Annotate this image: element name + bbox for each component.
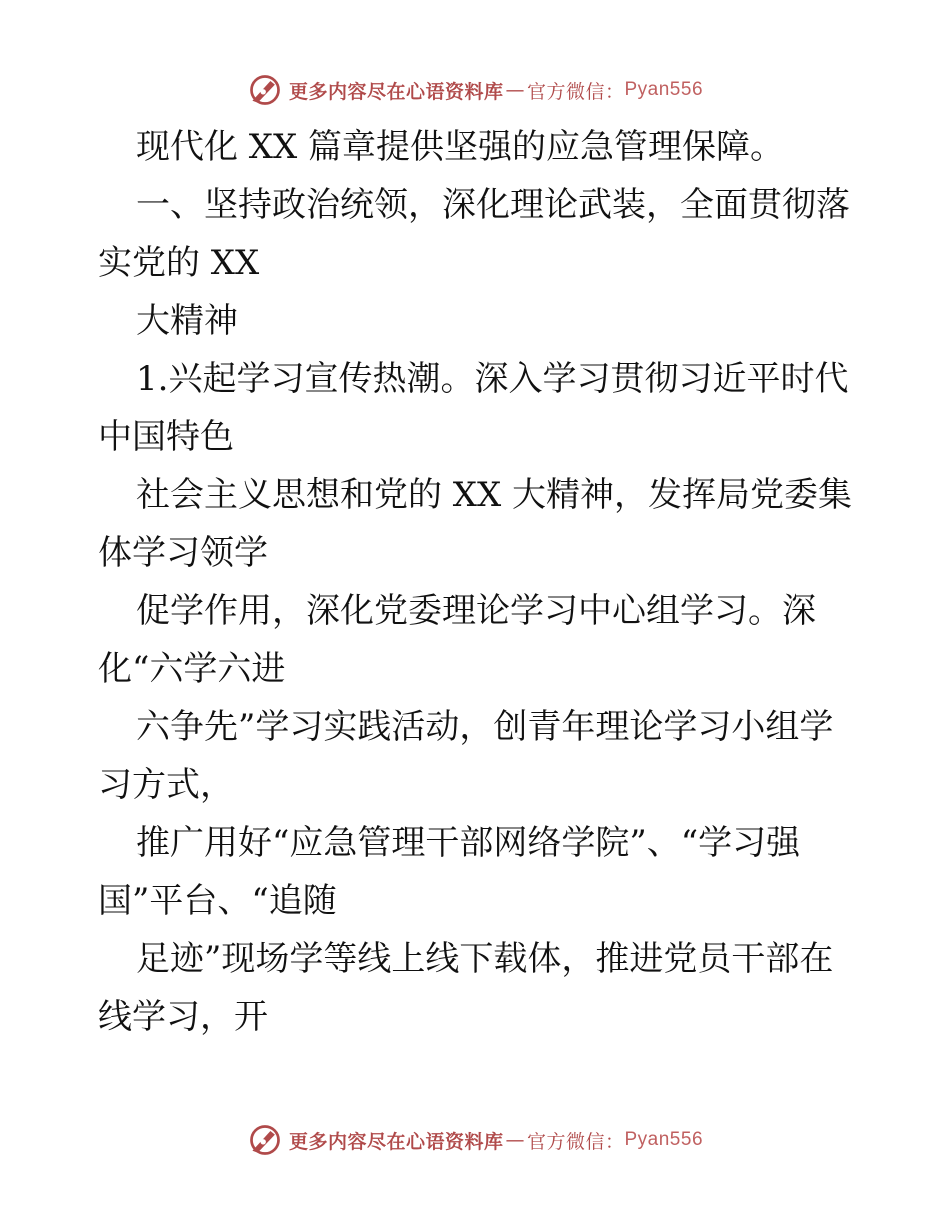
text-line: 体学习领学 — [98, 533, 268, 573]
watermark-dash: — — [505, 79, 525, 101]
text-line: 六争先”学习实践活动，创青年理论学习小组学 — [136, 707, 834, 747]
text-line: 大精神 — [136, 301, 238, 341]
watermark-wechat-label: 官方微信： — [526, 1130, 625, 1153]
pen-logo-icon — [247, 72, 283, 108]
text-line: 足迹”现场学等线上线下载体，推进党员干部在 — [136, 939, 834, 979]
watermark-wechat-id: Pyan556 — [624, 79, 704, 100]
document-body — [98, 118, 858, 1046]
watermark-wechat-id: Pyan556 — [624, 1129, 704, 1150]
watermark-dash: — — [505, 1129, 525, 1151]
header-watermark — [0, 72, 950, 108]
text-line: 实党的 XX — [98, 243, 260, 283]
watermark-text: 更多内容尽在心语资料库 — [288, 1130, 504, 1153]
pen-logo-icon — [247, 1122, 283, 1158]
watermark-wechat-label: 官方微信： — [526, 80, 625, 103]
text-line: 中国特色 — [98, 417, 234, 457]
watermark-text: 更多内容尽在心语资料库 — [288, 80, 504, 103]
text-line: 现代化 XX 篇章提供坚强的应急管理保障。 — [136, 127, 785, 167]
text-line: 推广用好“应急管理干部网络学院”、“学习强 — [136, 823, 801, 863]
text-line: 线学习，开 — [98, 997, 268, 1037]
text-line: 化“六学六进 — [98, 649, 286, 689]
text-line: 促学作用，深化党委理论学习中心组学习。深 — [136, 591, 816, 631]
text-line: 国”平台、“追随 — [98, 881, 337, 921]
footer-watermark — [0, 1122, 950, 1158]
text-line: 1.兴起学习宣传热潮。深入学习贯彻习近平时代 — [136, 359, 849, 399]
text-line: 一、坚持政治统领，深化理论武装，全面贯彻落 — [136, 185, 850, 225]
text-line: 社会主义思想和党的 XX 大精神，发挥局党委集 — [136, 475, 853, 515]
text-line: 习方式， — [98, 765, 234, 805]
